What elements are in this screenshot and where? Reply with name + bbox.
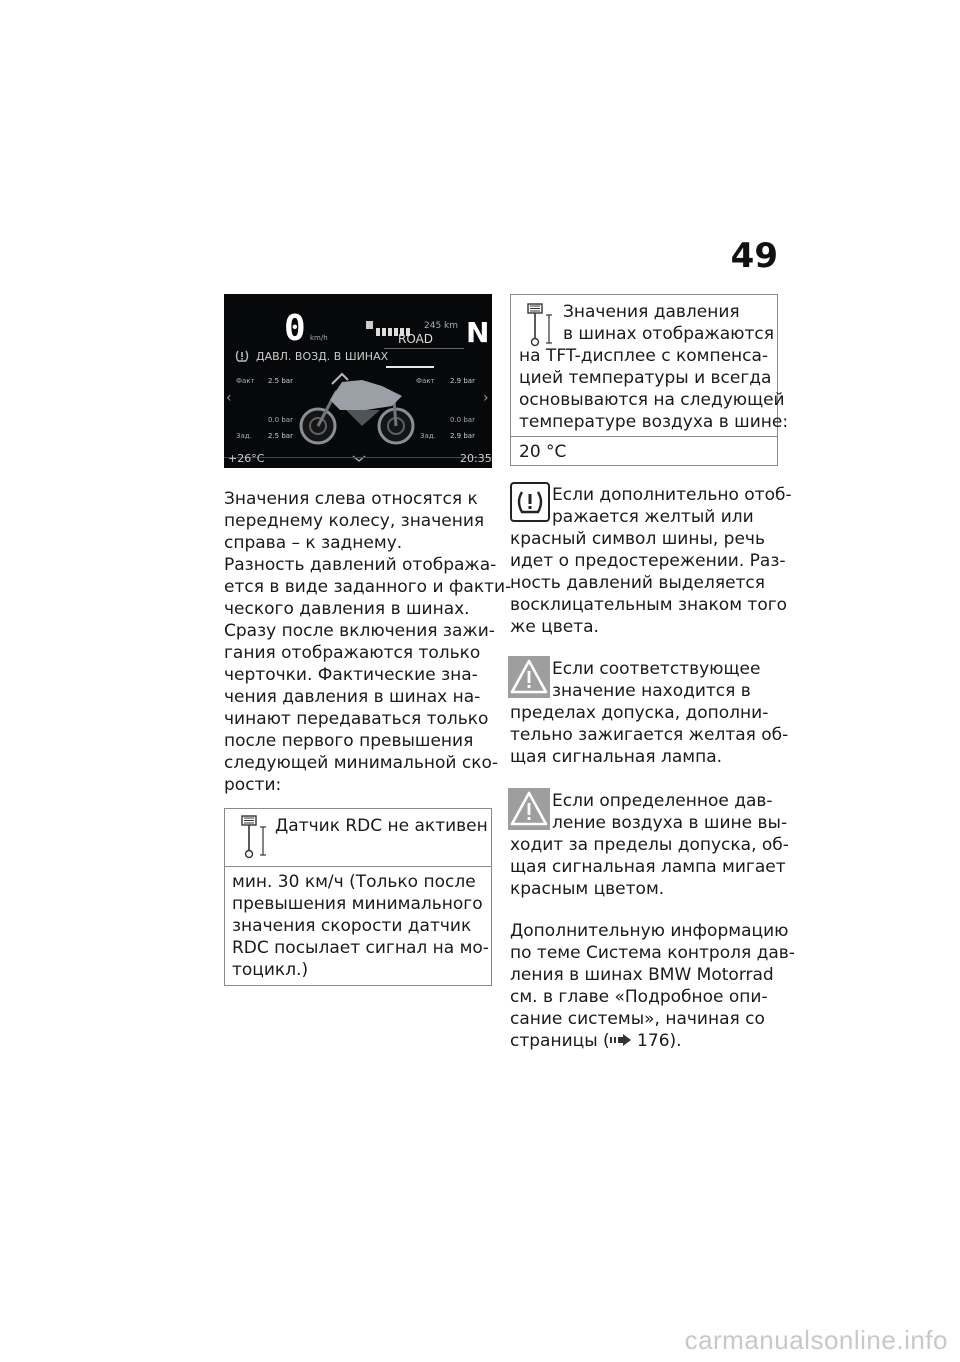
tft-display-image [224, 294, 492, 468]
rdc-sensor-box [224, 808, 492, 986]
rear-label-right: Зад. [420, 432, 436, 440]
page-reference-line: страницы ( 176). [510, 1031, 682, 1051]
watermark: carmanualsonline.info [684, 1325, 948, 1355]
front-left-value: 2.5 bar [268, 377, 293, 385]
rear-right-value: 2.9 bar [450, 432, 475, 440]
fuel-icon [366, 321, 373, 329]
nav-right-arrow: › [483, 390, 489, 406]
tft-speed-unit: km/h [310, 334, 328, 342]
tft-title: ДАВЛ. ВОЗД. В ШИНАХ [256, 350, 389, 363]
temperature-value: 20 °C [519, 442, 567, 462]
temperature-box-text: Значения давления в шинах отображаются на TFT-дисплее с компенса- цией температуры и всегда основываются на следующей температуре воздуха в шине: [511, 295, 777, 437]
front-label-left: Факт [236, 377, 255, 385]
sensor-icon [525, 303, 553, 351]
temperature-box [510, 294, 789, 466]
tire-note: Если дополнительно отоб- ражается желтый или красный символ шины, речь идет о предостережении. Раз- ность давлений выделяется восклицательным знаком того же цвета. [510, 485, 792, 637]
more-info-paragraph: Дополнительную информацию по теме Система контроля дав- ления в шинах BMW Motorrad см. в главе «Подробное опи- сание системы», начиная со страницы ( 176). [510, 921, 795, 1051]
front-left-diff: 0.0 bar [268, 416, 293, 424]
warning-note-1: Если соответствующее значение находится в пределах допуска, дополни- тельно зажигается желтая об- щая сигнальная лампа. [510, 659, 789, 767]
nav-left-arrow: ‹ [226, 390, 232, 406]
rear-left-value: 2.5 bar [268, 432, 293, 440]
rear-label-left: Зад. [236, 432, 252, 440]
warning-note-2: Если определенное дав- ление воздуха в шине вы- ходит за пределы допуска, об- щая сигнальная лампа мигает красным цветом. [510, 791, 789, 899]
tft-outside-temp: +26°C [228, 452, 265, 465]
tft-mode-underline [384, 348, 464, 349]
tft-gear: N [466, 316, 490, 349]
rdc-box-title: Датчик RDC не активен [275, 816, 488, 836]
page-number: 49 [730, 236, 778, 276]
tpms-warning-icon [234, 348, 250, 368]
front-right-diff: 0.0 bar [450, 416, 475, 424]
page-reference-link[interactable]: 176). [631, 1031, 682, 1051]
tft-clock: 20:35 [460, 452, 492, 465]
tft-speed: 0 [284, 308, 306, 349]
left-paragraph: Значения слева относятся к переднему колесу, значения справа – к заднему. Разность давлений отобража- ется в виде заданного и факти- ческого давления в шинах. Сразу после включения зажи- гания отображаются только черточки. Фактические зна- чения давления в шинах на- чинают передаваться только после первого превышения следующей минимальной ско- рости: [224, 489, 512, 795]
rdc-box-header [225, 809, 491, 867]
tft-mode: ROAD [398, 332, 434, 346]
page-reference-arrow-icon [610, 1031, 632, 1045]
tft-range: 245 km [424, 321, 459, 331]
motorcycle-icon [296, 370, 420, 450]
rdc-box-body: мин. 30 км/ч (Только после превышения минимального значения скорости датчик RDC посылает сигнал на мо- тоцикл.) [232, 872, 489, 980]
tft-title-underline [386, 366, 434, 368]
front-right-value: 2.9 bar [450, 377, 475, 385]
front-label-right: Факт [416, 377, 435, 385]
sensor-icon [239, 815, 267, 863]
